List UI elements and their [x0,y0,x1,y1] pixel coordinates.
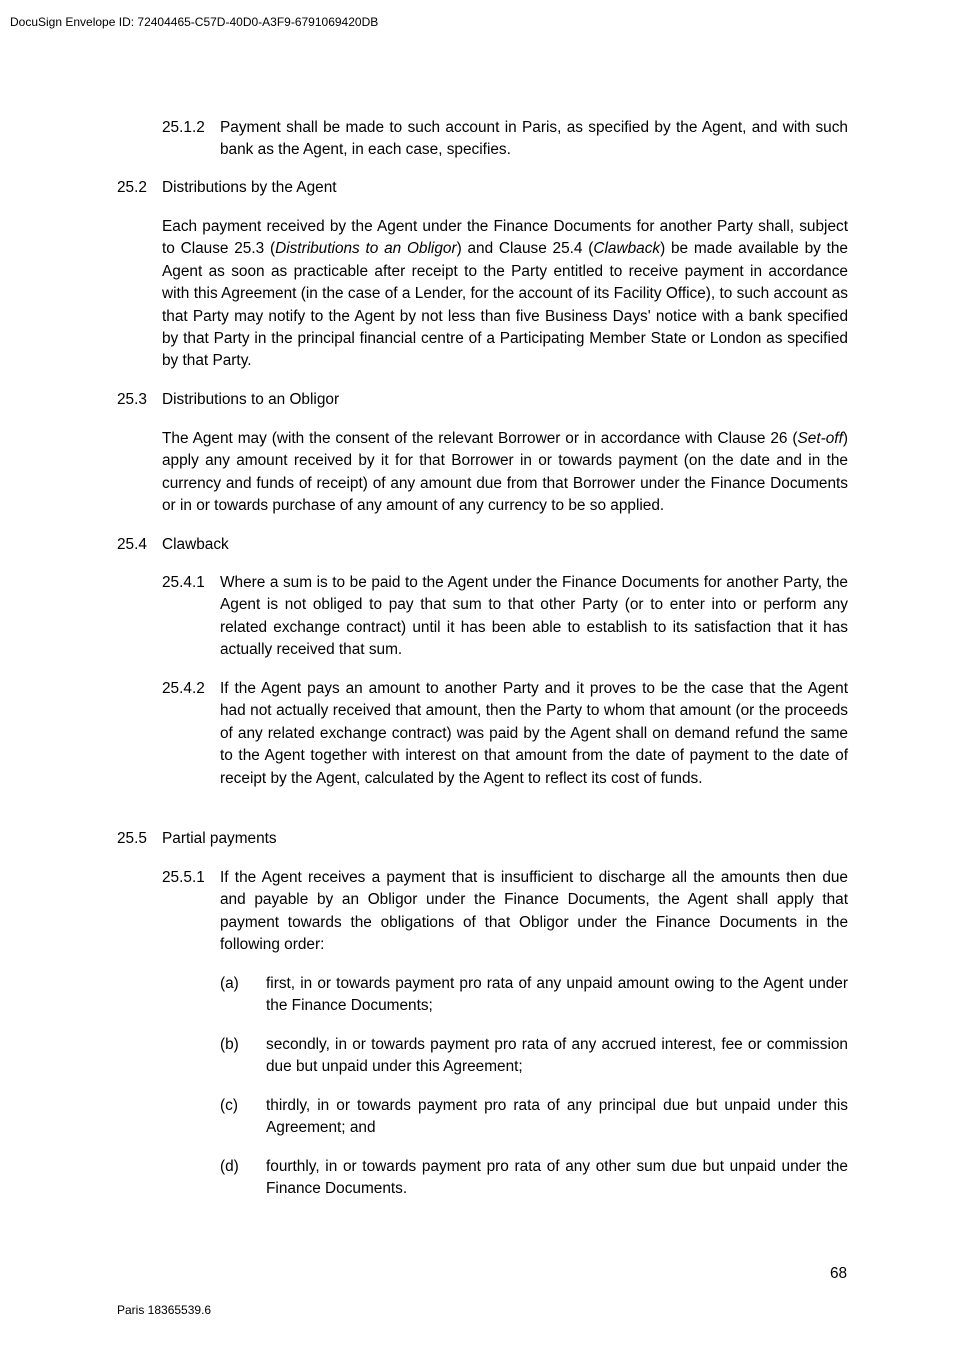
document-reference: Paris 18365539.6 [117,1303,212,1317]
clause-text: If the Agent pays an amount to another Party and it proves to be the case that the Agent had not actually received that amount, then the Party to whom that amount (or the proceeds of any related exchange contract) was paid by the Agent shall on demand refund the same to the Agent together with interest on that amount from the date of payment to the date of receipt by the Agent, calculated by the Agent to reflect its cost of funds. [220,680,848,787]
paragraph-text: ) be made available by the Agent as soon as practicable after receipt to the Party entitled to receive payment in accordance with this Agreement (in the case of a Lender, for the account of its Facility Office), to such account as that Party may notify to the Agent by not less than five Business Days' notice with a bank specified by that Party in the principal financial centre of a Participating Member State or London as specified by that Party. [162,240,848,370]
clause-heading: Partial payments [162,830,277,847]
clause-number: 25.4 [117,536,147,553]
clause-number: 25.4.1 [162,574,205,591]
clause-paragraph [162,216,848,373]
clause-heading: Clawback [162,536,229,553]
paragraph-text: Each payment received by the Agent under the Finance Documents for another Party shall, subject to Clause 25.3 ( [162,218,848,258]
clause-number: 25.3 [117,391,147,408]
list-item-label: (d) [220,1158,239,1175]
page-number: 68 [830,1265,848,1282]
clause-number: 25.5 [117,830,147,847]
paragraph-text: ) apply any amount received by it for that Borrower in or towards payment (on the date and in the currency and funds of receipt) of any amount due from that Borrower under the Finance Documents or in or towards purchase of any amount of any currency to be so applied. [162,430,848,515]
envelope-id: DocuSign Envelope ID: 72404465-C57D-40D0-A3F9-6791069420DB [10,15,379,29]
list-item-text: first, in or towards payment pro rata of any unpaid amount owing to the Agent under the Finance Documents; [266,975,848,1015]
clause-text: Where a sum is to be paid to the Agent under the Finance Documents for another Party, the Agent is not obliged to pay that sum to that other Party (or to enter into or perform any related exchange contract) until it has been able to establish to its satisfaction that it has actually received that sum. [220,574,848,659]
clause-heading: Distributions to an Obligor [162,391,340,408]
list-item-label: (a) [220,975,239,992]
clause-paragraph [162,428,848,518]
clause-reference: Set-off [797,430,843,447]
clause-number: 25.1.2 [162,119,205,136]
list-item-text: secondly, in or towards payment pro rata of any accrued interest, fee or commission due but unpaid under this Agreement; [266,1036,848,1076]
clause-reference: Clawback [593,240,661,258]
paragraph-text: The Agent may (with the consent of the relevant Borrower or in accordance with Clause 26 ( [162,430,798,447]
clause-heading: Distributions by the Agent [162,179,337,196]
clause-number: 25.4.2 [162,680,205,697]
list-item-label: (c) [220,1097,238,1114]
paragraph-text: ) and Clause 25.4 ( [456,240,594,258]
clause-reference: Distributions to an Obligor [275,240,457,258]
list-item-label: (b) [220,1036,239,1053]
clause-text: Payment shall be made to such account in Paris, as specified by the Agent, and with such bank as the Agent, in each case, specifies. [220,119,848,159]
clause-text: If the Agent receives a payment that is insufficient to discharge all the amounts then due and payable by an Obligor under the Finance Documents, the Agent shall apply that payment towards the obligations of that Obligor under the Finance Documents in the following order: [220,869,848,954]
list-item-text: fourthly, in or towards payment pro rata of any other sum due but unpaid under the Finance Documents. [266,1158,848,1198]
clause-number: 25.5.1 [162,869,205,886]
clause-number: 25.2 [117,179,147,196]
list-item-text: thirdly, in or towards payment pro rata of any principal due but unpaid under this Agreement; and [266,1097,848,1137]
